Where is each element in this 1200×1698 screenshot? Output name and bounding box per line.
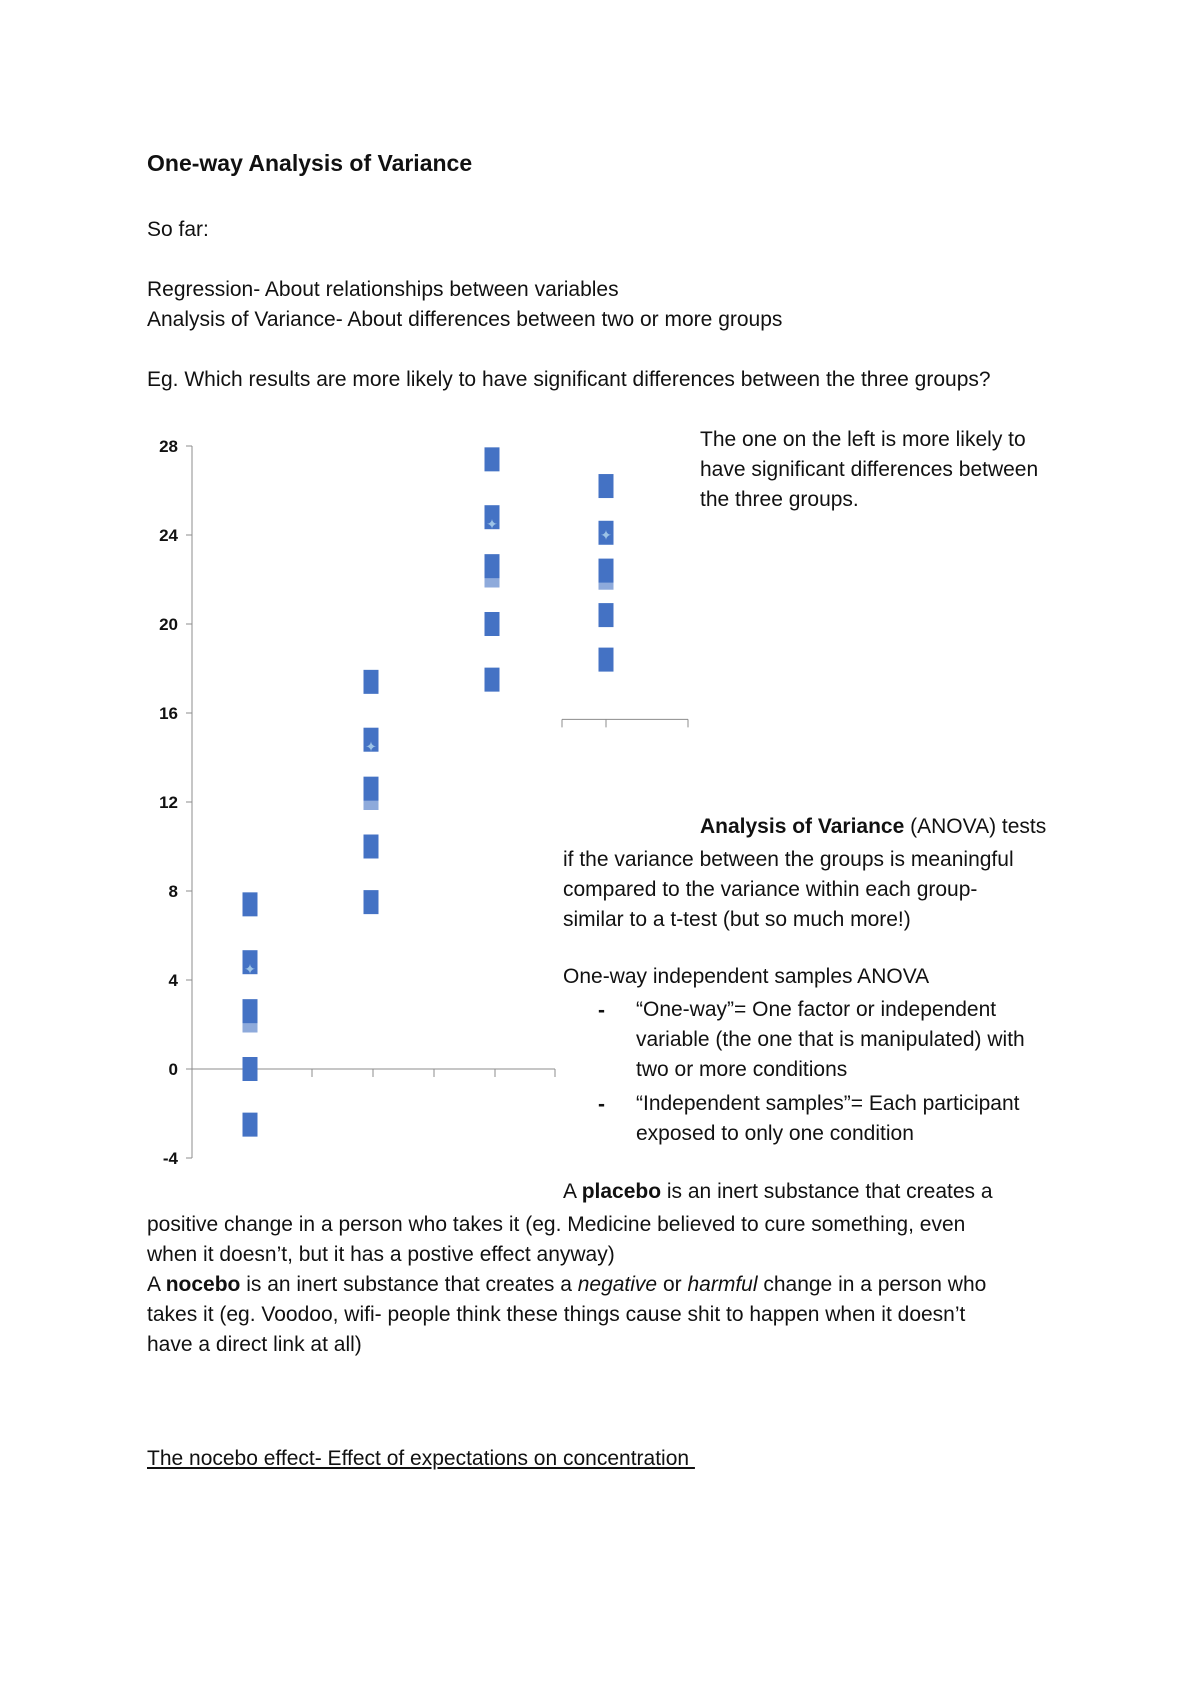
bullet-one [636, 995, 1025, 1085]
bullet-marker: - [598, 999, 605, 1022]
data-point [243, 1057, 258, 1081]
question-line: Eg. Which results are more likely to have significant differences between the three groups? [147, 368, 991, 391]
data-point [485, 668, 500, 692]
bullet-line: “One-way”= One factor or independent [636, 998, 997, 1021]
y-tick-label: 8 [168, 882, 178, 901]
anova-line: if the variance between the groups is meaningful [563, 848, 1014, 871]
anova-intro-line: Analysis of Variance- About differences between two or more groups [147, 308, 783, 331]
section-heading: The nocebo effect- Effect of expectations on concentration [147, 1447, 695, 1470]
bullet-line: variable (the one that is manipulated) with [636, 1028, 1025, 1051]
y-tick-label: 20 [159, 615, 178, 634]
bullet-two [636, 1089, 1020, 1149]
data-point [485, 447, 500, 471]
regression-line: Regression- About relationships between variables [147, 278, 619, 301]
answer-line: have significant differences between [700, 458, 1039, 481]
nocebo-prefix: A [147, 1273, 166, 1296]
data-point [364, 670, 379, 694]
nocebo-mid: change in a person who [757, 1273, 987, 1296]
mean-marker: ✦ [600, 527, 612, 543]
data-point [243, 999, 258, 1023]
bullet-marker: - [598, 1093, 605, 1116]
nocebo-italic-harmful: harmful [687, 1273, 758, 1296]
placebo-first-line [563, 1180, 993, 1204]
data-point [364, 890, 379, 914]
y-tick-label: 24 [159, 526, 178, 545]
bullet-line: two or more conditions [636, 1058, 848, 1081]
data-point [485, 612, 500, 636]
y-tick-label: -4 [162, 1149, 178, 1168]
mean-marker: ✦ [486, 515, 498, 532]
answer-line: The one on the left is more likely to [700, 428, 1026, 451]
nocebo-first-line [147, 1270, 986, 1300]
anova-term-line [700, 815, 1046, 839]
nocebo-term: nocebo [165, 1273, 241, 1296]
scatter-chart [140, 430, 700, 1170]
placebo-term: placebo [581, 1180, 662, 1203]
data-point [599, 474, 614, 498]
page-title: One-way Analysis of Variance [147, 150, 473, 176]
y-tick-label: 4 [168, 971, 178, 990]
placebo-line: when it doesn’t, but it has a postive effect anyway) [147, 1243, 615, 1266]
y-tick-label: 16 [159, 704, 178, 723]
answer-text [700, 425, 1038, 515]
data-point [485, 554, 500, 578]
data-point [599, 559, 614, 583]
anova-description [563, 845, 1014, 935]
anova-line: similar to a t-test (but so much more!) [563, 908, 911, 931]
mean-marker: ✦ [365, 738, 377, 755]
nocebo-mid: is an inert substance that creates a [240, 1273, 578, 1296]
data-point [599, 648, 614, 672]
data-point [364, 777, 379, 801]
anova-term-suffix: (ANOVA) tests [904, 815, 1047, 838]
placebo-rest: is an inert substance that creates a [661, 1180, 993, 1203]
bullet-line: exposed to only one condition [636, 1122, 914, 1145]
y-tick-label: 12 [159, 793, 178, 812]
placebo-line: positive change in a person who takes it (eg. Medicine believed to cure something, even [147, 1213, 966, 1236]
data-point [364, 835, 379, 859]
oneway-heading: One-way independent samples ANOVA [563, 965, 930, 988]
nocebo-mid: or [657, 1273, 688, 1296]
anova-term: Analysis of Variance [700, 815, 905, 838]
bullet-line: “Independent samples”= Each participant [636, 1092, 1020, 1115]
placebo-paragraph [147, 1210, 986, 1360]
y-tick-label: 0 [168, 1060, 178, 1079]
nocebo-line: have a direct link at all) [147, 1333, 362, 1356]
data-point [243, 892, 258, 916]
answer-line: the three groups. [700, 488, 859, 511]
data-point [599, 603, 614, 627]
nocebo-italic-negative: negative [577, 1273, 658, 1296]
data-point [243, 1113, 258, 1137]
anova-line: compared to the variance within each group- [563, 878, 978, 901]
y-tick-label: 28 [159, 437, 178, 456]
mean-marker: ✦ [244, 960, 256, 977]
placebo-prefix: A [563, 1180, 582, 1203]
so-far-label: So far: [147, 218, 209, 241]
nocebo-line: takes it (eg. Voodoo, wifi- people think these things cause shit to happen when it doesn’t [147, 1303, 966, 1326]
